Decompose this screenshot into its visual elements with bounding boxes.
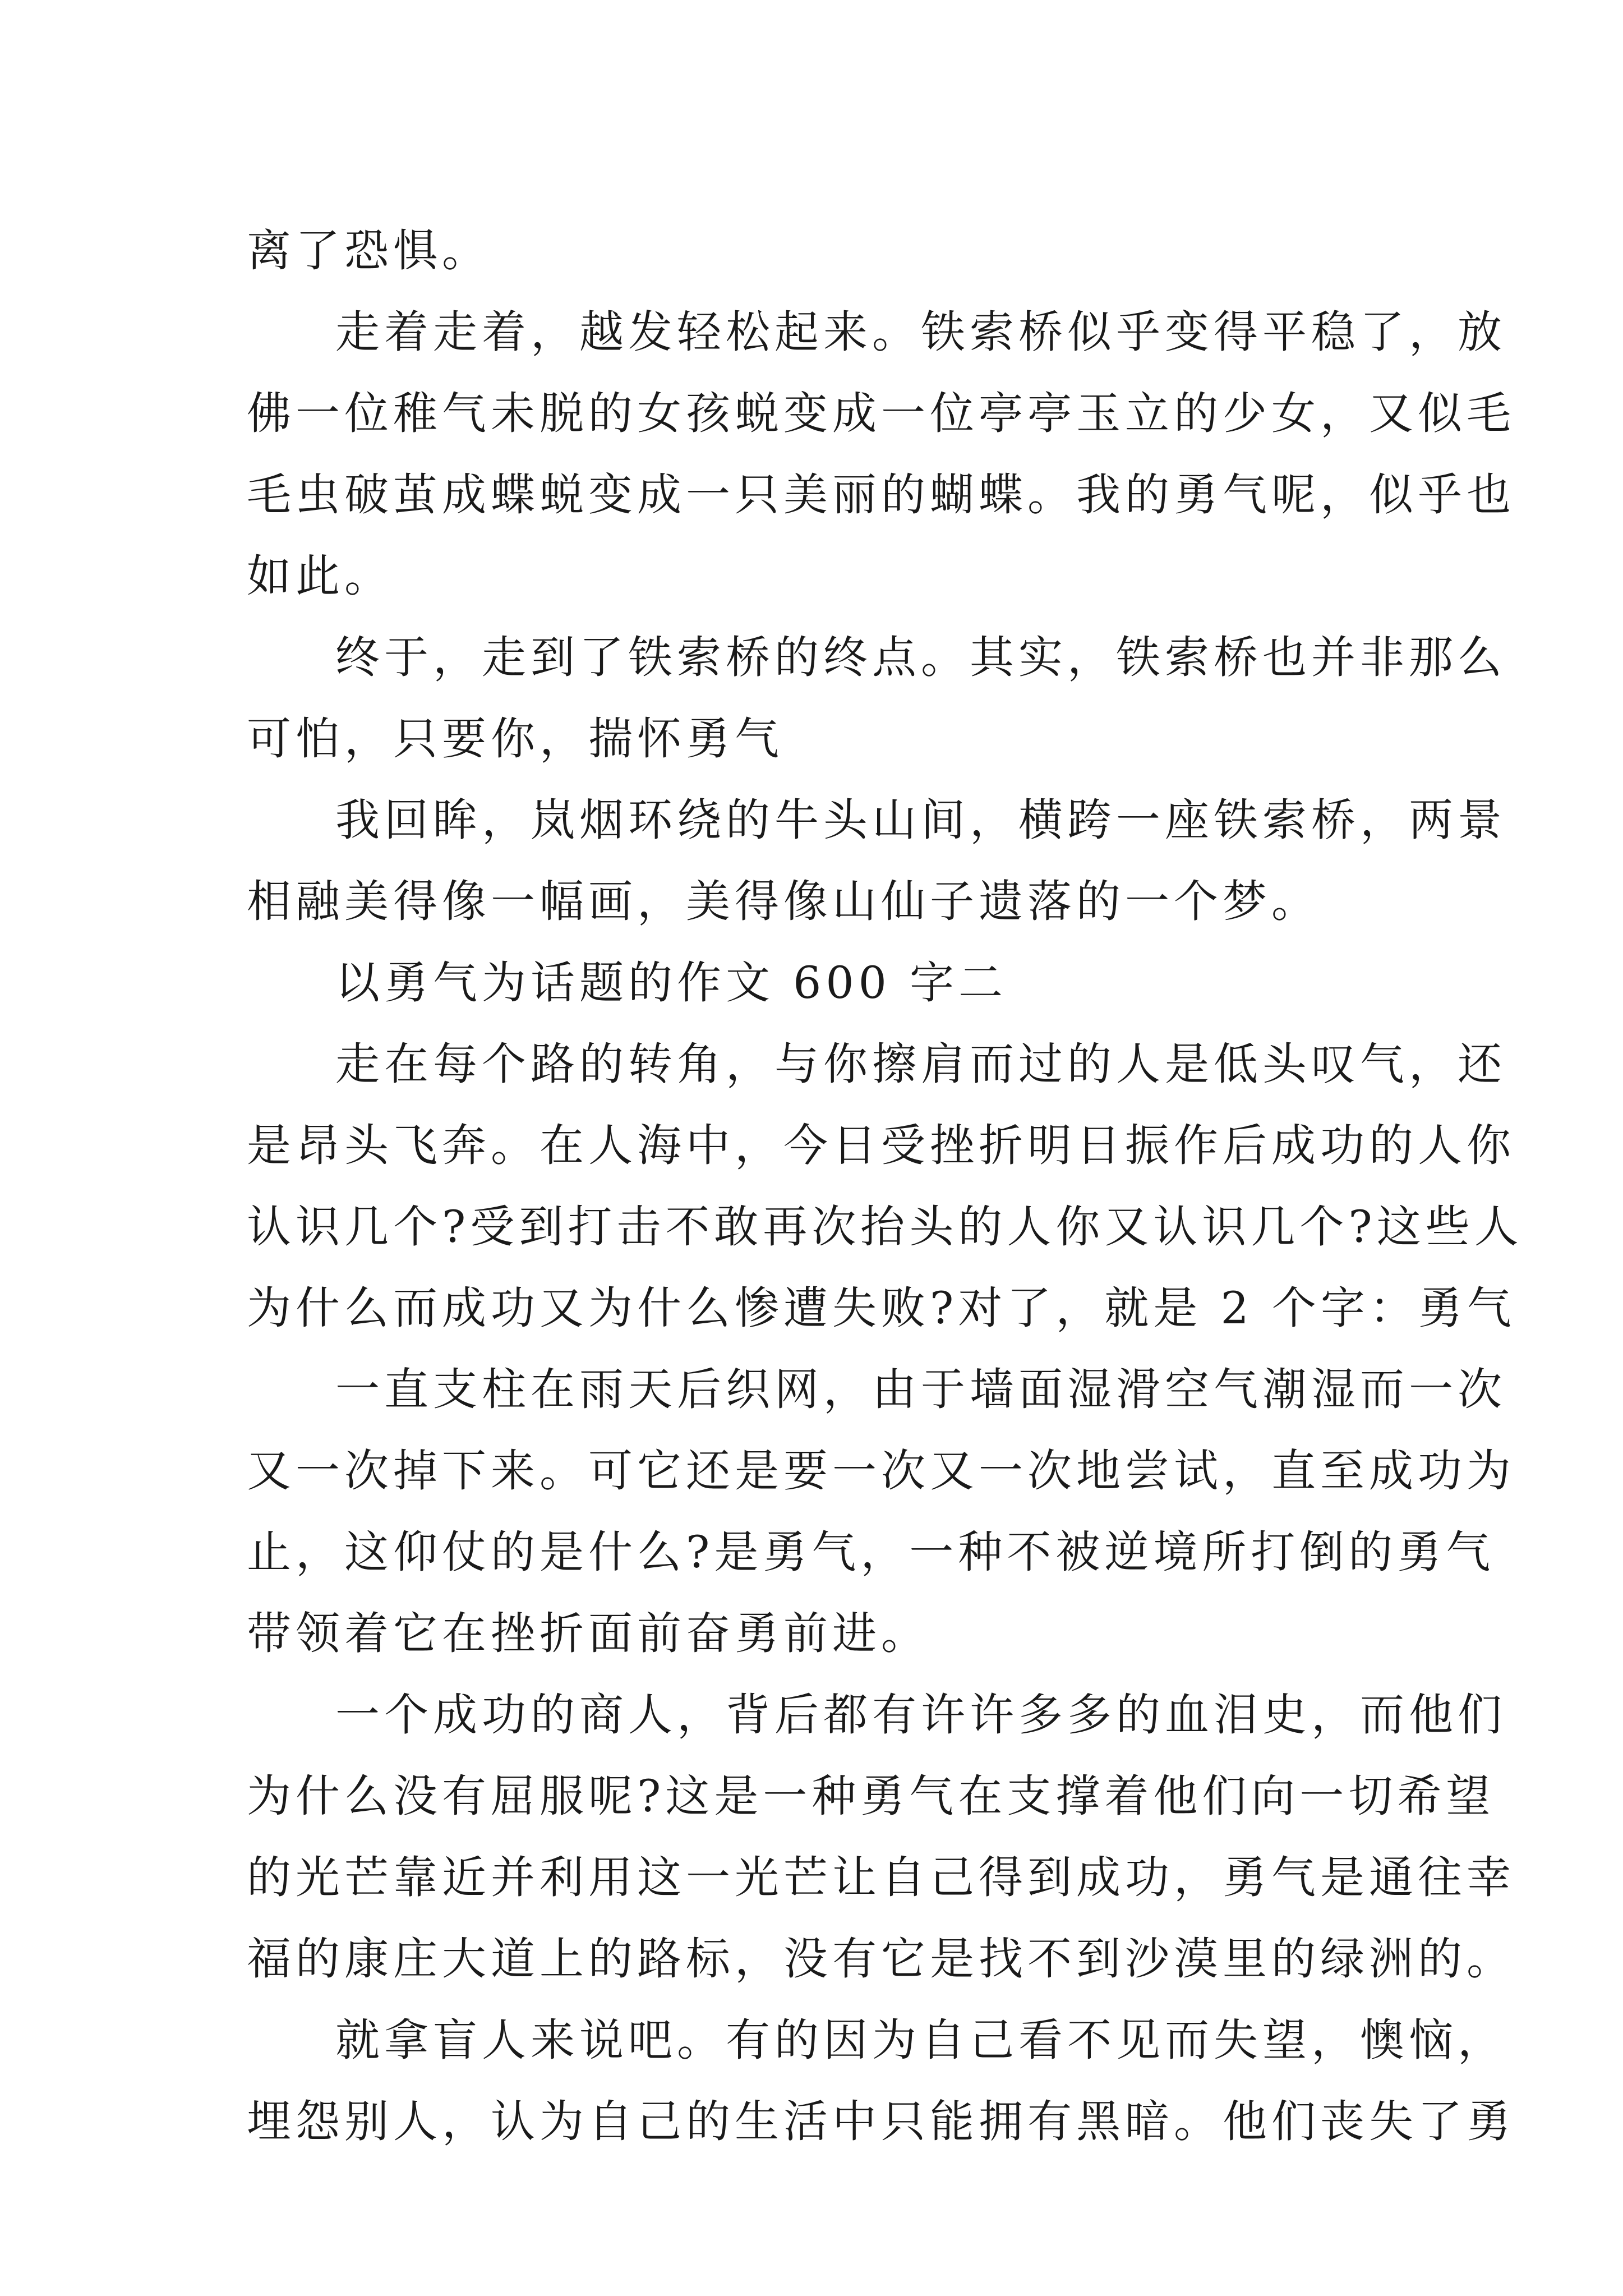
text-line: 带领着它在挫折面前奋勇前进。 (247, 1608, 930, 1659)
text-line: 是昂头飞奔。在人海中，今日受挫折明日振作后成功的人你 (247, 1120, 1515, 1171)
text-line: 又一次掉下来。可它还是要一次又一次地尝试，直至成功为 (247, 1445, 1515, 1497)
text-line: 的光芒靠近并利用这一光芒让自己得到成功，勇气是通往幸 (247, 1852, 1515, 1903)
text-line: 止，这仰仗的是什么?是勇气，一种不被逆境所打倒的勇气 (247, 1526, 1495, 1578)
document-body (247, 210, 1523, 2162)
text-line: 为什么没有屈服呢?这是一种勇气在支撑着他们向一切希望 (247, 1770, 1495, 1822)
text-line: 福的康庄大道上的路标，没有它是找不到沙漠里的绿洲的。 (247, 1933, 1515, 1985)
text-line: 佛一位稚气未脱的女孩蜕变成一位亭亭玉立的少女，又似毛 (247, 388, 1515, 439)
text-line: 一个成功的商人，背后都有许许多多的血泪史，而他们 (335, 1689, 1506, 1741)
text-line: 我回眸，岚烟环绕的牛头山间，横跨一座铁索桥，两景 (335, 794, 1506, 846)
text-line: 为什么而成功又为什么惨遭失败?对了，就是 2 个字：勇气 (247, 1282, 1516, 1334)
text-line: 如此。 (247, 550, 393, 602)
text-line: 就拿盲人来说吧。有的因为自己看不见而失望，懊恼， (335, 2014, 1506, 2066)
text-line: 埋怨别人，认为自己的生活中只能拥有黑暗。他们丧失了勇 (247, 2096, 1515, 2147)
text-line: 毛虫破茧成蝶蜕变成一只美丽的蝴蝶。我的勇气呢，似乎也 (247, 469, 1515, 521)
text-line: 走在每个路的转角，与你擦肩而过的人是低头叹气，还 (335, 1038, 1506, 1090)
text-line: 终于，走到了铁索桥的终点。其实，铁索桥也并非那么 (335, 632, 1506, 683)
text-line: 走着走着，越发轻松起来。铁索桥似乎变得平稳了，放 (335, 306, 1506, 358)
text-line: 离了恐惧。 (247, 225, 491, 277)
text-line: 一直支柱在雨天后织网，由于墙面湿滑空气潮湿而一次 (335, 1364, 1506, 1415)
text-line: 相融美得像一幅画，美得像山仙子遗落的一个梦。 (247, 876, 1320, 927)
text-line: 认识几个?受到打击不敢再次抬头的人你又认识几个?这些人 (247, 1201, 1523, 1253)
text-line: 可怕，只要你，揣怀勇气 (247, 713, 783, 765)
section-heading: 以勇气为话题的作文 600 字二 (335, 957, 1008, 1009)
